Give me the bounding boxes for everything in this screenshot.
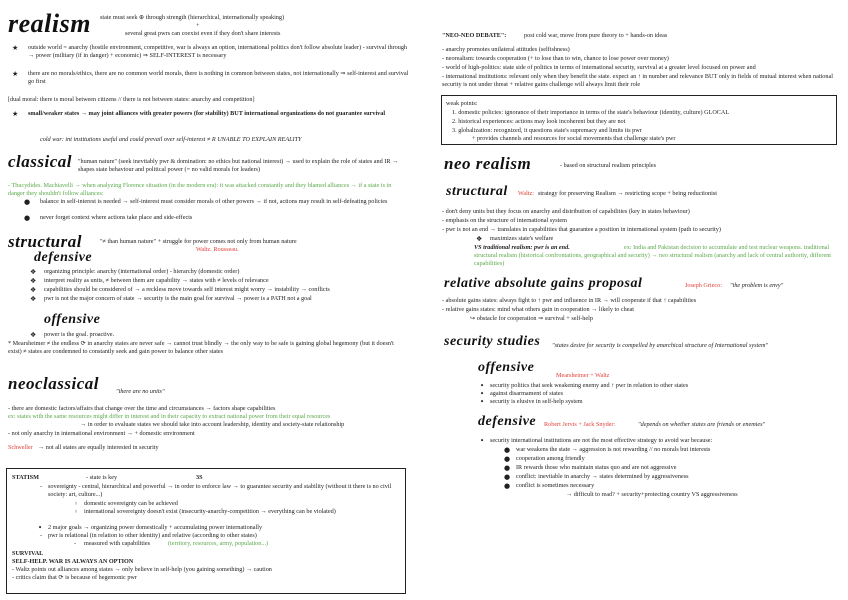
structural-l4: maximizes state's welfare bbox=[490, 235, 554, 242]
security-d7: → difficult to read? + security+protecting country VS aggressiveness bbox=[566, 491, 738, 498]
statism-measured: measured with capabilities bbox=[84, 540, 150, 547]
realism-cold: cold war: int institutions useful and could prevail over self-interest ≠ R UNABLE TO EXPLAIN REALITY bbox=[40, 136, 302, 143]
classical-desc: "human nature" (seek inevitably pwr & domination: no ethics but national interest) → used to explain the role of states and IR → shapes state behaviour and political power (= no valid morals for leaders) bbox=[78, 158, 399, 173]
bullet-icon: ◦ bbox=[74, 508, 79, 516]
security-d1: security international institutions are not the most effective strategy to avoid war because: bbox=[490, 437, 713, 444]
debate-l4: - international institutions: relevant only when they benefit the state. expect an ↑ in number and relevance BUT only in fields of mutual interest when national security is not under threat + relative gains challenge will always limit their role bbox=[442, 73, 833, 88]
statism-state: - state is key bbox=[86, 474, 118, 481]
weak-p2: 2. historical experiences: actions may look incoherent but they are not bbox=[452, 118, 626, 125]
structural-title: structural bbox=[8, 232, 82, 251]
bullet-icon: ● bbox=[504, 446, 511, 454]
dash-icon: - bbox=[40, 532, 43, 539]
relative-title: relative absolute gains proposal bbox=[444, 276, 643, 291]
structural-names: Waltz. Rousseau. bbox=[196, 246, 239, 253]
neorealism-rest: - based on structural realism principles bbox=[560, 162, 657, 169]
star-bullet-icon: ★ bbox=[12, 70, 19, 78]
structural-green: ex: India and Pakistan decision to accumulate and test nuclear weapons. traditional structural realism (historical confrontations, geographical and security) → neo structural realism (anarchy and lack of central authority, different capabilities) bbox=[474, 244, 832, 267]
defensive-d2: interpret reality as units, ≠ between them are capability → states with ≠ levels of relevance bbox=[44, 277, 269, 284]
realism-dual: [dual moral: there is moral between citizens // there is not between states: anarchy and competition] bbox=[8, 96, 255, 103]
security-def-names: Robert Jervis + Jack Snyder: bbox=[544, 421, 616, 428]
bullet-icon: • bbox=[38, 524, 43, 532]
realism-line2: several great pwrs can coexist even if they don't share interests bbox=[125, 30, 281, 37]
statism-heading: STATISM bbox=[12, 474, 39, 481]
security-offensive-title: offensive bbox=[478, 360, 535, 375]
security-title: security studies bbox=[444, 334, 541, 349]
debate-l2: - neorealism: towards cooperation (+ to lose than to win, chance to lose power over money) bbox=[442, 55, 669, 62]
diamond-bullet-icon: ❖ bbox=[30, 286, 37, 294]
neoclassical-l1: - there are domestic factors/affairs that change over the time and circumstances → factors shape capabilities bbox=[8, 405, 276, 412]
bullet-icon: ● bbox=[24, 198, 31, 206]
neorealism-title: neo realism bbox=[444, 154, 532, 173]
classical-green: - Thucydides. Machiavelli → when analyzing Florence situation (in the modern era): it was attacked constantly and they blamed alliances → if a state is in danger they shouldn't follow alliances: bbox=[8, 182, 392, 197]
relative-quote: "the problem is envy" bbox=[730, 282, 784, 289]
bullet-icon: ● bbox=[24, 214, 31, 222]
classical-b2: never forget context where actions take place and side-effects bbox=[40, 214, 193, 221]
security-defensive-title: defensive bbox=[478, 414, 537, 429]
structural-rest: strategy for preserving Realism → restricting scope + being reductionist bbox=[538, 190, 717, 197]
neoclassical-quote: "there are no units" bbox=[116, 388, 165, 395]
structural-l3: - pwr is not an end → translates in capabilities that guarantee a position in international system (path to security) bbox=[442, 226, 721, 233]
statism-sub1: domestic sovereignty can be achieved bbox=[84, 500, 178, 507]
security-o2: against disarmament of states bbox=[490, 390, 564, 397]
statism-waltz: - Waltz points out alliances among states → only believe in self-help (you gaining something) → caution bbox=[12, 566, 272, 573]
security-off-names: Mearsheimer + Waltz bbox=[556, 372, 610, 379]
neoclassical-green: ex: states with the same resources might differ in interest and in their capacity to extract national power from their equal resources bbox=[8, 413, 331, 420]
dash-icon: - bbox=[40, 483, 43, 490]
bullet-icon: ● bbox=[504, 464, 511, 472]
offensive-title: offensive bbox=[44, 312, 101, 327]
realism-star1: outside world = anarchy (hostile environment, competitive, war is always an option, international politics don't follow absolute leader) - survival through → power (military (if in danger) + economic) ⇒ SELF-INTEREST is necessary bbox=[28, 44, 408, 59]
diamond-bullet-icon: ❖ bbox=[476, 235, 483, 243]
statism-critics: - critics claim that ⟳ is because of hegemonic pwr bbox=[12, 574, 137, 581]
statism-sov: sovereignty - central, hierarchical and powerful → in order to enforce law → to guarantee security and stability (without it there is no civil society: art, culture...) bbox=[48, 483, 392, 498]
neoclassical-l2: → in order to evaluate states we should take into account leadership, identity and society-state relationship bbox=[80, 421, 345, 428]
relative-l2: - relative gains states: mind what others gain in cooperation → likely to cheat bbox=[442, 306, 634, 313]
star-bullet-icon: ★ bbox=[12, 44, 19, 52]
statism-pwr: pwr is relational (in relation to other identity) and relative (according to other states) bbox=[48, 532, 257, 539]
realism-title: realism bbox=[8, 9, 91, 38]
star-bullet-icon: ★ bbox=[12, 110, 19, 118]
structural-quote: "≠ than human nature" + struggle for power comes not only from human nature bbox=[100, 238, 297, 245]
statism-selfhelp: SELF-HELP. WAR IS ALWAYS AN OPTION bbox=[12, 558, 134, 565]
structural-right-title: structural bbox=[446, 184, 508, 199]
debate-rest: post cold war, move from pure theory to + hands-on ideas bbox=[524, 32, 668, 39]
relative-l3: ↪ obstacle for cooperation ⇒ survival + self-help bbox=[470, 315, 593, 322]
classical-title: classical bbox=[8, 152, 72, 171]
relative-l1: - absolute gains states: always fight to ↑ pwr and influence in IR → will cooperate if that ↑ capabilities bbox=[442, 297, 697, 304]
bullet-icon: ◦ bbox=[74, 500, 79, 508]
debate-l1: - anarchy promotes unilateral attitudes (selfishness) bbox=[442, 46, 570, 53]
bullet-icon: ● bbox=[504, 455, 511, 463]
defensive-title: defensive bbox=[34, 250, 93, 265]
realism-line1: state must seek ⊕ through strength (hierarchical, internationally speaking) bbox=[100, 14, 285, 21]
bullet-icon: • bbox=[480, 390, 485, 398]
realism-plus: + bbox=[196, 22, 200, 29]
security-o1: security politics that seek weakening enemy and ↑ pwr in relation to other states bbox=[490, 382, 689, 389]
dash-icon: - bbox=[74, 540, 77, 547]
statism-goals: 2 major goals → organizing power domestically + accumulating power internationally bbox=[48, 524, 263, 531]
realism-star3: small/weaker states → may joint alliances with greater powers (for stability) BUT international organizations do not guarantee survival bbox=[28, 110, 386, 117]
structural-vs: VS traditional realism: pwr is an end. bbox=[474, 244, 570, 251]
schweller-name: Schweller bbox=[8, 444, 33, 451]
weak-p3: 3. globalization: recognized, it questions state's supremacy and limits its pwr bbox=[452, 127, 642, 134]
security-d6: conflict is sometimes necessary bbox=[516, 482, 595, 489]
bullet-icon: • bbox=[480, 398, 485, 406]
defensive-d4: pwr is not the major concern of state → security is the main goal for survival → power is a PATH not a goal bbox=[44, 295, 312, 302]
security-d4: IR rewards those who maintain status quo and are not aggressive bbox=[516, 464, 677, 471]
offensive-line: * Mearsheimer ≠ the endless ⟳ in anarchy states are never safe → cannot trust blindly → the only way to be safe is gaining global hegemony (but it doesn't exist) ≠ states are condemned to constantly seek and gain power to balance other states bbox=[8, 340, 394, 355]
bullet-icon: • bbox=[480, 382, 485, 390]
debate-title: "NEO-NEO DEBATE": bbox=[442, 32, 507, 39]
neoclassical-title: neoclassical bbox=[8, 374, 99, 393]
diamond-bullet-icon: ❖ bbox=[30, 295, 37, 303]
bullet-icon: ● bbox=[504, 473, 511, 481]
defensive-d1: organizing principle: anarchy (international order) - hierarchy (domestic order) bbox=[44, 268, 240, 275]
neoclassical-l3: - not only anarchy in international environment → + domestic environment bbox=[8, 430, 195, 437]
security-def-quote: "depends on whether states are friends or enemies" bbox=[638, 421, 766, 428]
defensive-d3: capabilities should be considered of → a reckless move towards self interest might worry → instability → conflicts bbox=[44, 286, 330, 293]
neoclassical-l4: → not all states are equally interested in security bbox=[38, 444, 159, 451]
statism-survival: SURVIVAL bbox=[12, 550, 44, 557]
weak-heading: weak points: bbox=[446, 100, 478, 107]
relative-names: Joseph Grieco: bbox=[685, 282, 722, 289]
security-quote: "states desire for security is compelled by anarchical structure of International system" bbox=[552, 342, 769, 349]
weak-p3b: + provides channels and resources for social movements that challenge state's pwr bbox=[472, 135, 676, 142]
structural-l1: - don't deny units but they focus on anarchy and distribution of capabilities (key in states behaviour) bbox=[442, 208, 690, 215]
debate-l3: - world of high-politics: state side of politics in terms of international security, survival at a greater level focused on power and bbox=[442, 64, 756, 71]
security-o3: security is elusive in self-help system bbox=[490, 398, 583, 405]
security-d5: conflict: inevitable in anarchy → states determined by aggressiveness bbox=[516, 473, 689, 480]
statism-3s: 3S bbox=[196, 474, 203, 481]
weak-p1: 1. domestic policies: ignorance of their importance in terms of the state's behaviour (identity, culture) GLOCAL bbox=[452, 109, 730, 116]
diamond-bullet-icon: ❖ bbox=[30, 331, 37, 339]
realism-star2: there are no morals/ethics, there are no common world morals, there is nothing in common between states, not internationally ⇒ self-interest and survival go first bbox=[28, 70, 409, 85]
diamond-bullet-icon: ❖ bbox=[30, 268, 37, 276]
offensive-d1: power is the goal. proactive. bbox=[44, 331, 115, 338]
statism-sub2: international sovereignty doesn't exist (insecurity-anarchy-competition → everything can be violated) bbox=[84, 508, 336, 515]
diamond-bullet-icon: ❖ bbox=[30, 277, 37, 285]
structural-l2: - emphasis on the structure of international system bbox=[442, 217, 567, 224]
statism-measured-green: (territory, resources, army, population...) bbox=[168, 540, 269, 547]
structural-waltz: Waltz: bbox=[518, 190, 534, 197]
classical-b1: balance in self-interest is needed → self-interest must consider morals of other powers → if not, actions may result in self-defeating policies bbox=[40, 198, 388, 205]
security-d3: cooperation among friendly bbox=[516, 455, 585, 462]
bullet-icon: ● bbox=[504, 482, 511, 490]
security-d2: war weakens the state → aggression is not rewarding // no morals but interests bbox=[516, 446, 711, 453]
bullet-icon: • bbox=[480, 437, 485, 445]
